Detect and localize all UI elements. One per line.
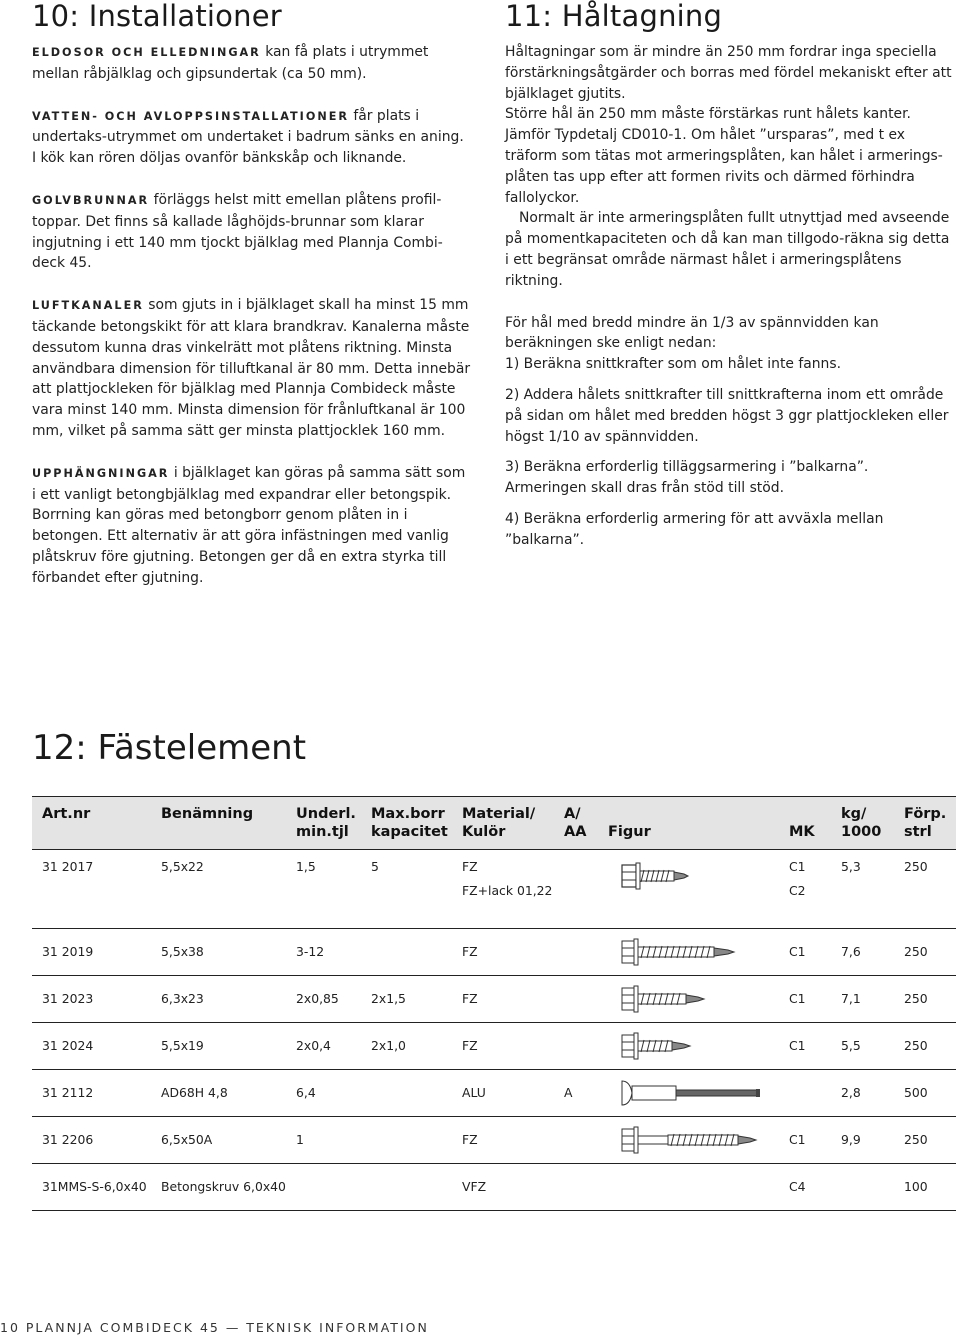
paragraph-eldosor: ELDOSOR OCH ELLEDNINGAR kan få plats i utrymmet mellan råbjälklag och gipsundertak (ca 50 mm). xyxy=(32,44,429,82)
step-1: 1) Beräkna snittkrafter som om hålet inte fanns. xyxy=(505,356,842,373)
step-3: 3) Beräkna erforderlig tilläggsarmering i ”balkarna”. Armeringen skall dras från stöd till stöd. xyxy=(505,459,869,497)
step-2: 2) Addera hålets snittkrafter till snittkrafterna inom ett område på sidan om hålet med bredden högst 3 ggr plattjockleken eller högst 1/10 av spännvidden. xyxy=(505,386,949,445)
table-row: 31MMS-S-6,0x40 Betongskruv 6,0x40 VFZ C4 100 xyxy=(32,1164,956,1211)
step-4: 4) Beräkna erforderlig armering för att avväxla mellan ”balkarna”. xyxy=(505,510,884,548)
table-header-row xyxy=(32,797,956,850)
section-installationer xyxy=(32,0,472,589)
header-underl: Underl. min.tjl xyxy=(286,797,361,850)
hex-screw-long-thread-icon xyxy=(598,1117,779,1164)
paragraph-luftkanaler: LUFTKANALER som gjuts in i bjälklaget skall ha minst 15 mm täckande betongskikt för att klara brandkrav. Kanalerna måste dessutom kunna dras vinkelrätt mot plåtens riktning. Minsta användbara dimension för tilluftkanal är 80 mm. Detta innebär att plattjockleken för bjälklag med Plannja Combideck måste vara minst 140 mm. Minsta dimension för frånluftkanal är 100 mm, vilket på samma sätt ger minsta plattjocklek 160 mm. xyxy=(32,297,471,439)
section-haltagning xyxy=(505,0,953,551)
section-title: 11: Håltagning xyxy=(505,0,723,33)
paragraph-haltagning-2: Större hål än 250 mm måste förstärkas runt hålets kanter. Jämför Typdetalj CD010-1. Om hålet ”ursparas”, med t ex träform som tätas mot armeringsplåten, kan hålet i armerings-plåten tas upp efter att formen rivits och därmed förhindra fallolyckor. xyxy=(505,106,943,206)
paragraph-haltagning-1: Håltagningar som är mindre än 250 mm fordrar inga speciella förstärkningsåtgärder och borras med fördel mekaniskt efter att bjälklaget gjutits. xyxy=(505,44,952,102)
header-benamning: Benämning xyxy=(151,797,286,850)
paragraph-upphangningar: UPPHÄNGNINGAR i bjälklaget kan göras på samma sätt som i ett vanligt betongbjälklag med expandrar eller betongspik. Borrning kan göras med betongborr genom plåten in i betongen. Ett alternativ är att göra infästningen med vanlig plåtskruv före gjutning. Betongen ger då en extra styrka till förbandet efter gjutning. xyxy=(32,464,466,586)
header-material: Material/ Kulör xyxy=(452,797,554,850)
section-title: 10: Installationer xyxy=(32,0,282,33)
paragraph-vatten: VATTEN- OCH AVLOPPSINSTALLATIONER får plats i undertaks-utrymmet om undertaket i badrum sänks en aning. I kök kan rören döljas ovanför bänkskåp och liknande. xyxy=(32,107,464,167)
paragraph-haltagning-3: Normalt är inte armeringsplåten fullt utnyttjad med avseende på momentkapaciteten och då kan man tillgodo-räkna sig detta i ett begränsat område närmast hålet i armeringsplåtens riktning. xyxy=(505,210,950,289)
paragraph-haltagning-4: För hål med bredd mindre än 1/3 av spännvidden kan beräkningen ske enligt nedan: xyxy=(505,314,879,352)
header-mk: MK xyxy=(779,797,831,850)
page-footer: 10 PLANNJA COMBIDECK 45 — TEKNISK INFORMATION xyxy=(0,1320,429,1335)
header-forp: Förp. strl xyxy=(894,797,956,850)
table-row: 31 2206 6,5x50A 1 FZ C1 9,9 250 xyxy=(32,1117,956,1164)
section-title-fastelement: 12: Fästelement xyxy=(32,728,307,768)
fastelement-table xyxy=(32,796,956,1211)
hex-screw-stitch-short-icon xyxy=(598,1023,779,1070)
concrete-screw-icon xyxy=(598,1164,779,1211)
paragraph-golvbrunnar: GOLVBRUNNAR förläggs helst mitt emellan plåtens profil-toppar. Det finns så kallade låghöjds-brunnar som klarar ingjutning i ett 140 mm tjockt bjälklag med Plannja Combi-deck 45. xyxy=(32,191,443,272)
blind-rivet-icon xyxy=(598,1070,779,1117)
hex-self-drilling-screw-icon xyxy=(598,850,779,929)
header-kg: kg/ 1000 xyxy=(831,797,894,850)
header-artnr: Art.nr xyxy=(32,797,151,850)
table-row: 31 2019 5,5x38 3-12 FZ C1 7,6 250 xyxy=(32,929,956,976)
table-row: 31 2112 AD68H 4,8 6,4 ALU A 2,8 500 xyxy=(32,1070,956,1117)
hex-screw-stitch-icon xyxy=(598,976,779,1023)
header-aa: A/ AA xyxy=(554,797,598,850)
table-row: 31 2023 6,3x23 2x0,85 2x1,5 FZ C1 7,1 250 xyxy=(32,976,956,1023)
header-figur: Figur xyxy=(598,797,779,850)
table-row: 31 2017 5,5x22 1,5 5 FZ FZ+lack 01,22 C1 C2 5,3 250 xyxy=(32,850,956,929)
header-maxborr: Max.borr kapacitet xyxy=(361,797,452,850)
hex-screw-long-icon xyxy=(598,929,779,976)
table-row: 31 2024 5,5x19 2x0,4 2x1,0 FZ C1 5,5 250 xyxy=(32,1023,956,1070)
